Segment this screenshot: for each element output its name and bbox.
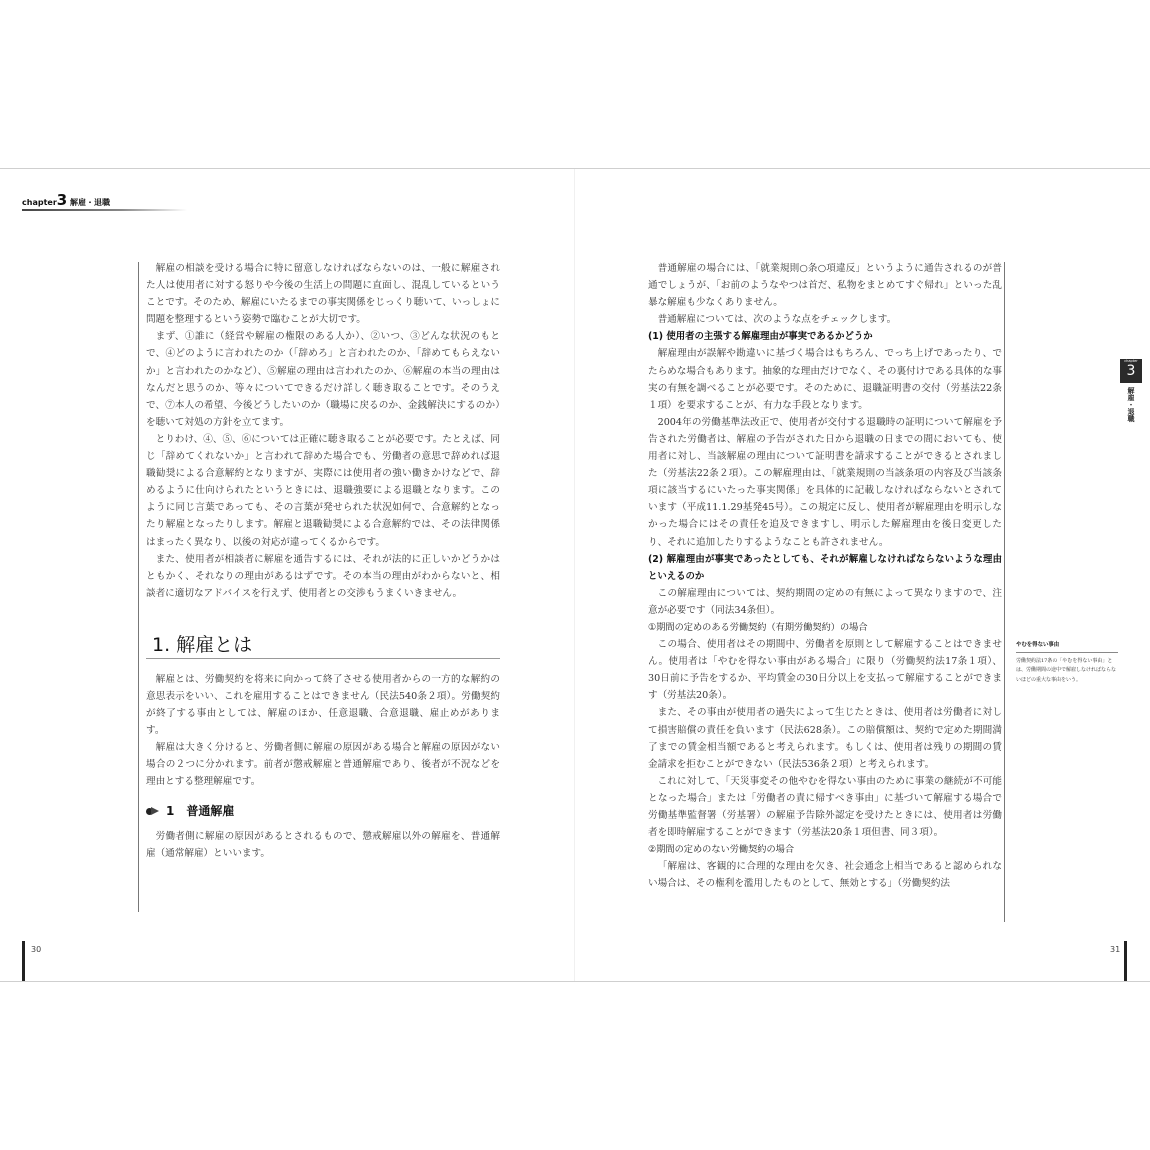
page-number-bar: [1124, 941, 1127, 981]
check-heading-1: (1) 使用者の主張する解雇理由が事実であるかどうか: [648, 331, 873, 343]
paragraph: とりわけ、④、⑤、⑥については正確に聴き取ることが必要です。たとえば、同じ「辞めてくれないか」と言われて辞めた場合でも、労働者の意思で辞めれば退職勧奨による合意解約となりますが、実際には使用者の強い働きかけなどで、辞めるように仕向けられたというときには、退職強要による退職となります。このように同じ言葉であっても、その言葉が発せられた状況如何で、合意解約となったり解雇となったりします。解雇と退職勧奨による合意解約では、その法律関係はまったく異なり、以後の対応が違ってくるからです。: [146, 433, 500, 548]
section-title: 1. 解雇とは: [152, 633, 253, 656]
sub-heading-indefinite-term: ②期間の定めのない労働契約の場合: [648, 844, 795, 856]
paragraph: これに対して、「天災事変その他やむを得ない事由のために事業の継続が不可能となった場合」または「労働者の責に帰すべき事由」に基づいて解雇する場合で労働基準監督署（労基署）の解雇予告除外認定を受けたときには、使用者は労働者を即時解雇することができます（労基法20条１項但書、同３項）。: [648, 775, 1002, 839]
header-rule: [22, 209, 187, 211]
page-number-right: 31: [1110, 945, 1121, 954]
bullet-arrow-icon: [146, 807, 162, 816]
tab-title: 解雇・退職: [1127, 387, 1135, 422]
running-header: [22, 191, 187, 211]
page-number-bar: [22, 941, 25, 981]
paragraph: また、使用者が相談者に解雇を通告するには、それが法的に正しいかどうかはともかく、それなりの理由があるはずです。その本当の理由がわからないと、相談者に適切なアドバイスを行えず、使用者との交渉もうまくいきません。: [146, 553, 500, 599]
paragraph: 普通解雇については、次のような点をチェックします。: [657, 314, 897, 326]
tab-number: 3: [1126, 363, 1136, 379]
section-heading: [146, 628, 500, 659]
right-column-rule: [1004, 262, 1005, 922]
chapter-prefix: chapter: [22, 198, 57, 207]
paragraph: 解雇理由が誤解や勘違いに基づく場合はもちろん、でっち上げであったり、でたらめな場合もあります。抽象的な理由だけでなく、その裏付けである具体的な事実の有無を調べることが必要です。そのために、退職証明書の交付（労基法22条１項）を要求することが、有力な手段となります。: [648, 348, 1003, 411]
paragraph: この解雇理由については、契約期間の定めの有無によって異なりますので、注意が必要です（同法34条但）。: [648, 587, 1002, 616]
right-column: [648, 260, 1002, 892]
chapter-number: 3: [56, 191, 68, 209]
book-spread: [0, 168, 1150, 982]
tab-label: chapter: [1124, 359, 1138, 363]
paragraph: 解雇は大きく分けると、労働者側に解雇の原因がある場合と解雇の原因がない場合の２つに分かれます。前者が懲戒解雇と普通解雇であり、後者が不況などを理由とする整理解雇です。: [146, 742, 500, 788]
paragraph: 「解雇は、客観的に合理的な理由を欠き、社会通念上相当であると認められない場合は、その権利を濫用したものとして、無効とする」（労働契約法: [648, 861, 1002, 890]
subsection-heading: [146, 803, 500, 820]
paragraph: この場合、使用者はその期間中、労働者を原則として解雇することはできません。使用者は「やむを得ない事由がある場合」に限り（労働契約法17条１項）、30日前に予告をするか、平均賃金の30日分以上を支払って解雇することができます（労基法20条）。: [648, 639, 1002, 702]
margin-note: [1016, 641, 1118, 685]
margin-note-body: 労働契約法17条の「やむを得ない事由」とは、労働期間の途中で解雇しなければならないほどの重大な事由をいう。: [1016, 657, 1117, 683]
margin-note-title: やむを得ない事由: [1016, 641, 1118, 653]
paragraph: 2004年の労働基準法改正で、使用者が交付する退職時の証明について解雇を予告された労働者は、解雇の予告がされた日から退職の日までの間においても、使用者に対し、当該解雇の理由について証明書を請求することができるとされました（労基法22条２項）。この解雇理由は、「就業規則の当該条項の内容及び当該条項に該当するにいたった事実関係」を具体的に記載しなければならないとされています（平成11.1.29基発45号）。この規定に反し、使用者が解雇理由を明示しなかった場合にはその責任を追及できますし、明示した解雇理由を後日変更したり、それに追加したりするようなことも許されません。: [648, 416, 1002, 548]
subsection-title: 1 普通解雇: [166, 803, 235, 818]
sub-heading-fixed-term: ①期間の定めのある労働契約（有期労働契約）の場合: [648, 621, 868, 633]
check-heading-2: (2) 解雇理由が事実であったとしても、それが解雇しなければならないような理由といえるのか: [648, 553, 1002, 582]
chapter-title: 解雇・退職: [70, 198, 110, 207]
paragraph: まず、①誰に（経営や解雇の権限のある人か）、②いつ、③どんな状況のもとで、④どのように言われたのか（「辞めろ」と言われたのか、「辞めてもらえないか」と言われたのかなど）、⑤解雇の理由は言われたのか、⑥解雇の本当の理由はなんだと思うのか、等々についてできるだけ詳しく聴き取ることです。そのうえで、⑦本人の希望、今後どうしたいのか（職場に戻るのか、金銭解決にするのか）を聴いて対処の方針を立てます。: [146, 331, 500, 428]
gutter: [574, 169, 575, 981]
paragraph: 解雇とは、労働契約を将来に向かって終了させる使用者からの一方的な解約の意思表示をいい、これを雇用することはできません（民法540条２項）。労働契約が終了する事由としては、解雇のほか、任意退職、合意退職、雇止めがあります。: [146, 673, 500, 737]
chapter-thumb-tab: [1120, 359, 1142, 425]
page-number-left: 30: [31, 945, 42, 954]
left-column: [146, 260, 500, 862]
left-column-rule: [138, 262, 139, 912]
paragraph: 解雇の相談を受ける場合に特に留意しなければならないのは、一般に解雇された人は使用者に対する怒りや今後の生活上の問題に直面し、混乱しているということです。そのため、解雇にいたるまでの事実関係をじっくり聴いて、いっしょに問題を整理するという姿勢で臨むことが大切です。: [146, 263, 500, 326]
paragraph: 普通解雇の場合には、「就業規則○条○項違反」というように通告されるのが普通でしょうが、「お前のようなやつは首だ、私物をまとめてすぐ帰れ」といった乱暴な解雇も少なくありません。: [648, 263, 1002, 309]
paragraph: また、その事由が使用者の過失によって生じたときは、使用者は労働者に対して損害賠償の責任を負います（民法628条）。この賠償額は、契約で定めた期間満了までの賃金相当額であると考えられます。もしくは、使用者は残りの期間の賃金請求を拒むことができない（民法536条２項）と考えられます。: [648, 707, 1002, 770]
paragraph: 労働者側に解雇の原因があるとされるもので、懲戒解雇以外の解雇を、普通解雇（通常解雇）といいます。: [146, 830, 500, 859]
